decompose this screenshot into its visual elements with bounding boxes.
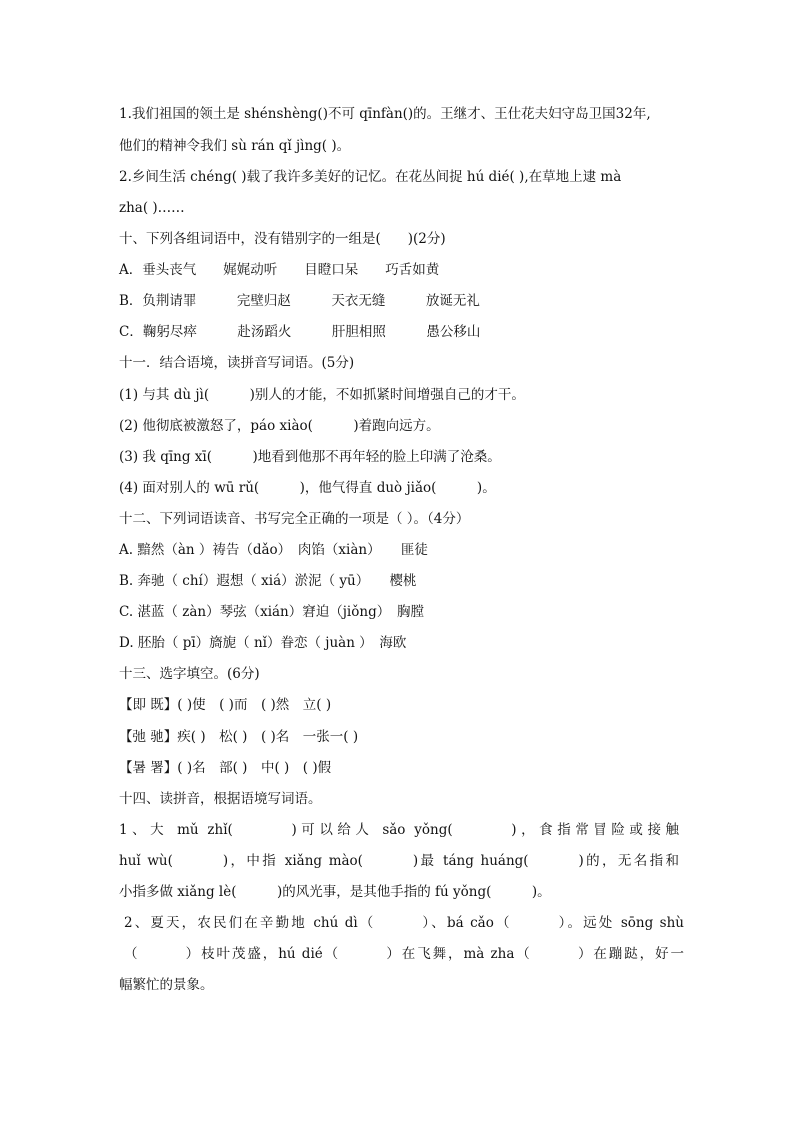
text-line: 十四、读拼音，根据语境写词语。 <box>119 791 322 807</box>
text-line: B. 奔驰（ chí）遐想（ xiá）淤泥（ yū） 樱桃 <box>119 573 417 589</box>
text-line: D. 胚胎（ pī）旖旎（ nǐ）眷恋（ juàn ） 海欧 <box>119 635 407 651</box>
text-line: 幅繁忙的景象。 <box>119 977 214 993</box>
text-line: 【即 既】( )使 ( )而 ( )然 立( ) <box>119 697 332 713</box>
text-line: 十三、选字填空。(6分) <box>119 666 260 682</box>
text-line: 小指多做 xiǎng lè( )的风光事，是其他手指的 fú yǒng( )。 <box>119 884 551 900</box>
text-line: A．垂头丧气 娓娓动听 目瞪口呆 巧舌如黄 <box>119 262 440 278</box>
text-line: B．负荆请罪 完壁归赵 天衣无缝 放诞无礼 <box>119 293 480 309</box>
text-line: 【暑 署】( )名 部( ) 中( ) ( )假 <box>119 760 332 776</box>
text-line: 十、下列各组词语中，没有错别字的一组是( )(2分) <box>119 231 446 247</box>
text-line: (1) 与其 dù jì( )别人的才能，不如抓紧时间增强自己的才干。 <box>119 387 525 403</box>
text-line: (2) 他彻底被激怒了，páo xiào( )着跑向远方。 <box>119 418 440 434</box>
text-line: (4) 面对别人的 wū rǔ( )，他气得直 duò jiǎo( )。 <box>119 480 496 496</box>
text-line: (3) 我 qīng xī( )地看到他那不再年轻的脸上印满了沧桑。 <box>119 449 501 465</box>
text-line: zha( )…… <box>119 200 185 216</box>
text-line: 他们的精神令我们 sù rán qǐ jìng( )。 <box>119 138 351 154</box>
text-line: huǐ wù( )，中指 xiǎng mào( )最 táng huáng( )的，无名指和 <box>119 853 679 869</box>
text-line: 1.我们祖国的领土是 shénshèng()不可 qīnfàn()的。王继才、王仕花夫妇守岛卫国32年, <box>119 106 651 122</box>
text-line: 1、大 mǔ zhǐ( )可以给人 sǎo yǒng( )，食指常冒险或接触 <box>119 822 679 838</box>
text-line: C. 湛蓝（ zàn）琴弦（xián）窘迫（jiǒng） 胸膛 <box>119 604 424 620</box>
text-line: 2.乡间生活 chéng( )载了我许多美好的记忆。在花丛间捉 hú dié( ),在草地上逮 mà <box>119 169 622 185</box>
text-line: 2、夏天，农民们在辛勤地 chú dì（ ）、bá cǎo（ ）。远处 sōng shù <box>124 915 684 931</box>
text-line: C．鞠躬尽瘁 赴汤蹈火 肝胆相照 愚公移山 <box>119 324 481 340</box>
text-line: （ ）枝叶茂盛，hú dié（ ）在飞舞，mà zha（ ）在蹦跶，好一 <box>124 946 684 962</box>
text-line: 【弛 驰】疾( ) 松( ) ( )名 一张一( ) <box>119 729 359 745</box>
text-line: 十二、下列词语读音、书写完全正确的一项是（ ）。（4分） <box>119 511 470 527</box>
text-line: 十一．结合语境，读拼音写词语。(5分) <box>119 355 355 371</box>
text-line: A. 黯然（àn ）祷告（dǎo） 肉馅（xiàn） 匪徒 <box>119 542 428 558</box>
